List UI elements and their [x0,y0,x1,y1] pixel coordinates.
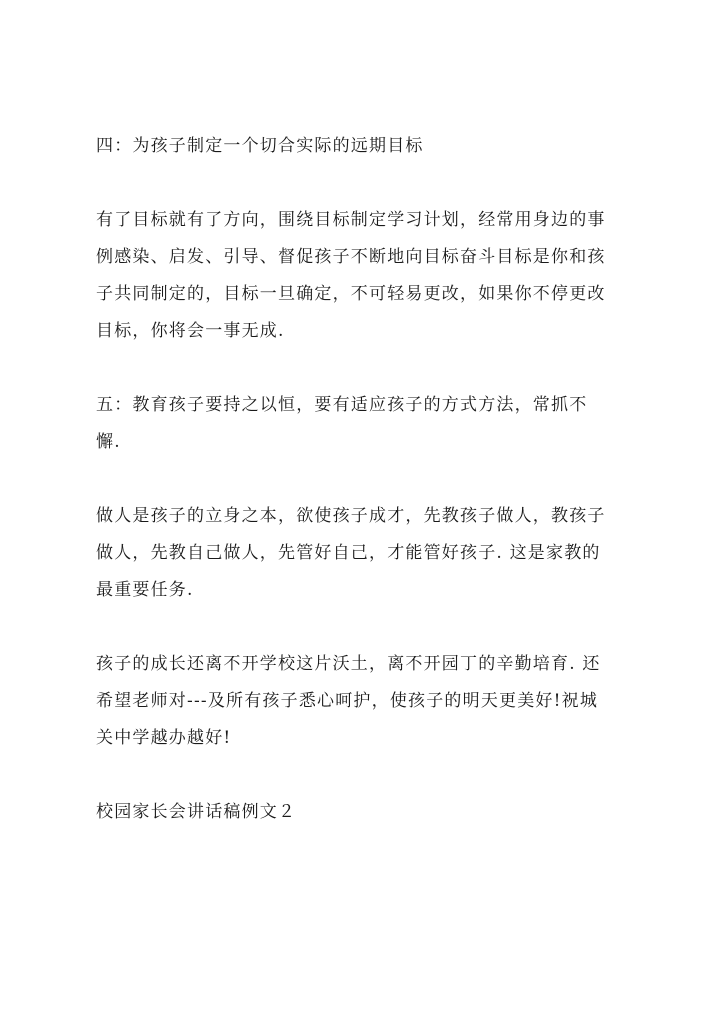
section-4-heading [96,128,644,165]
school-paragraph [96,646,644,757]
section-4-body-line: 有了目标就有了方向，围绕目标制定学习计划，经常用身边的事 [96,210,606,230]
section-4-body-line: 子共同制定的，目标一旦确定，不可轻易更改，如果你不停更改 [96,284,606,304]
school-paragraph-line: 关中学越办越好! [96,728,232,748]
section-4-heading-text: 四：为孩子制定一个切合实际的远期目标 [96,136,424,156]
section-5-heading-line: 五：教育孩子要持之以恒，要有适应孩子的方式方法，常抓不 [96,395,588,415]
section-4-body-line: 目标，你将会一事无成. [96,321,285,341]
conduct-paragraph-line: 最重要任务. [96,580,194,600]
section-4-body [96,202,644,350]
conduct-paragraph-line: 做人，先教自己做人，先管好自己，才能管好孩子. 这是家教的 [96,543,601,563]
document-content [96,128,644,831]
section-4-body-line: 例感染、启发、引导、督促孩子不断地向目标奋斗目标是你和孩 [96,247,606,267]
next-article-title [96,794,644,831]
conduct-paragraph-line: 做人是孩子的立身之本，欲使孩子成才，先教孩子做人，教孩子 [96,506,606,526]
section-5-heading [96,387,644,461]
school-paragraph-line: 希望老师对---及所有孩子悉心呵护，使孩子的明天更美好!祝城 [96,691,599,711]
next-article-title-text: 校园家长会讲话稿例文２ [96,802,297,822]
section-5-heading-line: 懈. [96,432,121,452]
conduct-paragraph [96,498,644,609]
school-paragraph-line: 孩子的成长还离不开学校这片沃土，离不开园丁的辛勤培育. 还 [96,654,601,674]
